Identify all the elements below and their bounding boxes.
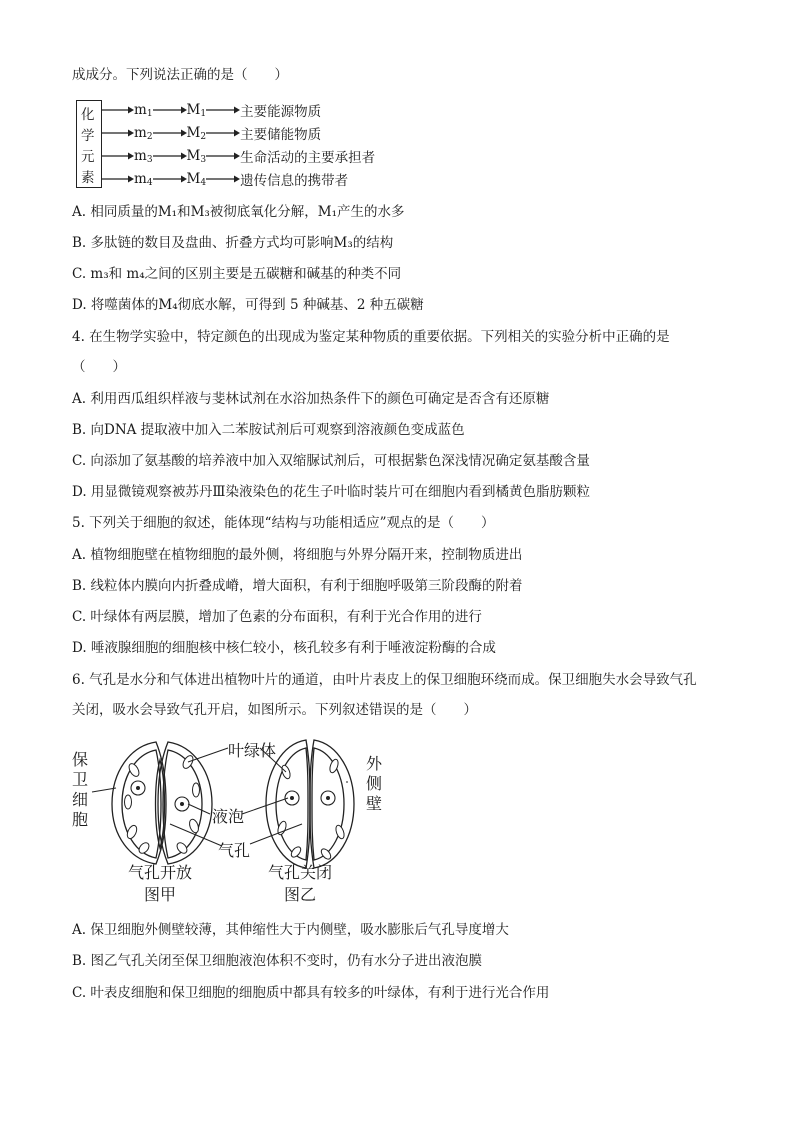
- q4-stem: 4. 在生物学实验中，特定颜色的出现成为鉴定某种物质的重要依据。下列相关的实验分析中正确的是: [72, 329, 670, 345]
- q4-stem-bracket: （ ）: [72, 359, 126, 375]
- q5-option-b: B. 线粒体内膜向内折叠成嵴，增大面积，有利于细胞呼吸第三阶段酶的附着: [72, 578, 523, 594]
- q4-option-c: C. 向添加了氨基酸的培养液中加入双缩脲试剂后，可根据紫色深浅情况确定氨基酸含量: [72, 453, 590, 469]
- outer-wall-label: 外 侧 壁: [366, 754, 383, 813]
- M-symbol: $M_3$: [186, 147, 207, 165]
- q3-option-c: C. m₃和 m₄之间的区别主要是五碳糖和碱基的种类不同: [72, 266, 402, 282]
- open-caption: 气孔开放: [128, 863, 193, 882]
- diagram-row-1: [102, 100, 321, 118]
- function-label: 生命活动的主要承担者: [240, 150, 376, 166]
- diagram-row-4: [102, 169, 348, 187]
- arrow-icon: [153, 174, 187, 184]
- arrow-icon: [206, 128, 240, 138]
- q5-option-d: D. 唾液腺细胞的细胞核中核仁较小，核孔较多有利于唾液淀粉酶的合成: [72, 640, 496, 656]
- box-char: 学: [81, 128, 95, 144]
- q6-option-a: A. 保卫细胞外侧壁较薄，其伸缩性大于内侧壁，吸水膨胀后气孔导度增大: [72, 922, 509, 938]
- vacuole-label: 液泡: [212, 807, 245, 826]
- m-symbol: $m_4$: [134, 170, 153, 188]
- q5-option-a: A. 植物细胞壁在植物细胞的最外侧，将细胞与外界分隔开来，控制物质进出: [72, 547, 523, 563]
- q3-option-d: D. 将噬菌体的M₄彻底水解，可得到 5 种碱基、2 种五碳糖: [72, 297, 424, 313]
- arrow-icon: [206, 105, 240, 115]
- q6-stem-cont: 关闭，吸水会导致气孔开启，如图所示。下列叙述错误的是（ ）: [72, 702, 477, 718]
- arrow-icon: [153, 105, 187, 115]
- M-symbol: $M_1$: [186, 101, 207, 119]
- arrow-icon: [153, 151, 187, 161]
- arrow-icon: [102, 174, 134, 184]
- q5-option-c: C. 叶绿体有两层膜，增加了色素的分布面积，有利于光合作用的进行: [72, 609, 482, 625]
- element-compound-diagram: [72, 98, 402, 190]
- q3-option-b: B. 多肽链的数目及盘曲、折叠方式均可影响M₃的结构: [72, 235, 394, 251]
- figure-a-label: 图甲: [144, 885, 177, 904]
- box-char: 元: [81, 149, 95, 165]
- m-symbol: $m_3$: [134, 147, 153, 165]
- function-label: 遗传信息的携带者: [240, 173, 349, 189]
- q6-stem: 6. 气孔是水分和气体进出植物叶片的通道，由叶片表皮上的保卫细胞环绕而成。保卫细胞失水会导致气孔: [72, 672, 697, 688]
- stoma-figure: [72, 732, 392, 912]
- q6-option-c: C. 叶表皮细胞和保卫细胞的细胞质中都具有较多的叶绿体，有利于进行光合作用: [72, 985, 550, 1001]
- closed-caption: 气孔关闭: [268, 863, 333, 882]
- diagram-row-2: [102, 123, 321, 141]
- arrow-icon: [102, 105, 134, 115]
- function-label: 主要能源物质: [240, 104, 322, 120]
- arrow-icon: [102, 151, 134, 161]
- q3-intro: 成成分。下列说法正确的是（ ）: [72, 67, 288, 83]
- q4-option-b: B. 向DNA 提取液中加入二苯胺试剂后可观察到溶液颜色变成蓝色: [72, 422, 465, 438]
- guard-cell-label: 保 卫 细 胞: [72, 750, 89, 829]
- chemical-elements-box: [76, 100, 102, 188]
- M-symbol: $M_2$: [186, 124, 207, 142]
- diagram-row-3: [102, 146, 375, 164]
- arrow-icon: [102, 128, 134, 138]
- function-label: 主要储能物质: [240, 127, 322, 143]
- m-symbol: $m_1$: [134, 101, 153, 119]
- stoma-label: 气孔: [218, 841, 251, 860]
- arrow-icon: [206, 174, 240, 184]
- q5-stem: 5. 下列关于细胞的叙述，能体现“结构与功能相适应”观点的是（ ）: [72, 515, 495, 531]
- arrow-icon: [206, 151, 240, 161]
- q4-option-a: A. 利用西瓜组织样液与斐林试剂在水浴加热条件下的颜色可确定是否含有还原糖: [72, 391, 550, 407]
- box-char: 化: [81, 107, 95, 123]
- arrow-icon: [153, 128, 187, 138]
- chloroplast-label: 叶绿体: [228, 741, 277, 760]
- q3-option-a: A. 相同质量的M₁和M₃被彻底氧化分解，M₁产生的水多: [72, 204, 405, 220]
- q6-option-b: B. 图乙气孔关闭至保卫细胞液泡体积不变时，仍有水分子进出液泡膜: [72, 953, 483, 969]
- q4-option-d: D. 用显微镜观察被苏丹Ⅲ染液染色的花生子叶临时装片可在细胞内看到橘黄色脂肪颗粒: [72, 484, 590, 500]
- box-char: 素: [81, 170, 95, 186]
- m-symbol: $m_2$: [134, 124, 153, 142]
- figure-b-label: 图乙: [284, 885, 317, 904]
- M-symbol: $M_4$: [186, 170, 207, 188]
